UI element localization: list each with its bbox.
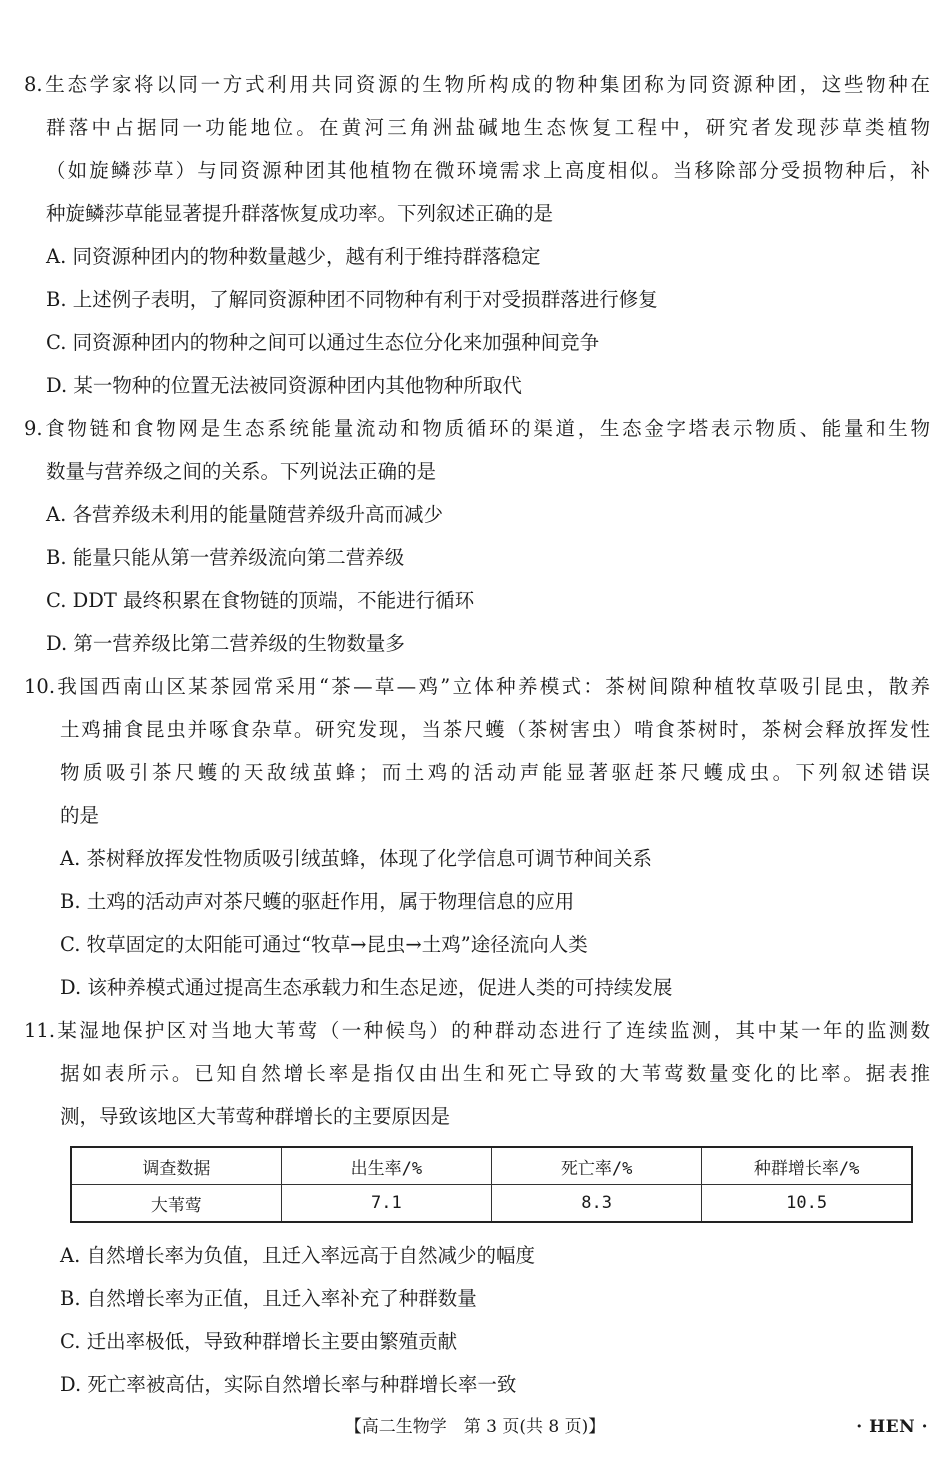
question-8	[24, 63, 930, 407]
q10-option-a: A. 茶树释放挥发性物质吸引绒茧蜂，体现了化学信息可调节种间关系	[60, 847, 652, 870]
q10-stem-line-1: 10.我国西南山区某茶园常采用“茶—草—鸡”立体种养模式：茶树间隙种植牧草吸引昆虫，散养	[24, 675, 930, 698]
q11-stem-line-3: 测，导致该地区大苇莺种群增长的主要原因是	[60, 1105, 451, 1128]
question-10	[24, 665, 930, 1009]
question-11-options	[24, 1234, 930, 1406]
page-footer	[0, 1412, 950, 1442]
q8-option-a: A. 同资源种团内的物种数量越少，越有利于维持群落稳定	[46, 245, 541, 268]
q11-option-b: B. 自然增长率为正值，且迁入率补充了种群数量	[60, 1287, 477, 1310]
q9-stem-line-2: 数量与营养级之间的关系。下列说法正确的是	[46, 460, 437, 483]
question-11	[24, 1009, 930, 1138]
q8-option-b: B. 上述例子表明，了解同资源种团不同物种有利于对受损群落进行修复	[46, 288, 658, 311]
table-cell: 8.3	[492, 1185, 702, 1223]
q10-option-c: C. 牧草固定的太阳能可通过“牧草→昆虫→土鸡”途径流向人类	[60, 933, 588, 956]
q8-stem-line-2: 群落中占据同一功能地位。在黄河三角洲盐碱地生态恢复工程中，研究者发现莎草类植物	[46, 116, 930, 139]
footer-code: · HEN ·	[856, 1417, 928, 1437]
q8-stem-line-4: 种旋鳞莎草能显著提升群落恢复成功率。下列叙述正确的是	[46, 202, 554, 225]
q11-stem-line-1: 11.某湿地保护区对当地大苇莺（一种候鸟）的种群动态进行了连续监测，其中某一年的监测数	[24, 1019, 930, 1042]
q9-stem-line-1: 9.食物链和食物网是生态系统能量流动和物质循环的渠道，生态金字塔表示物质、能量和生物	[24, 417, 930, 440]
table-cell: 10.5	[702, 1185, 912, 1223]
q11-stem-line-2: 据如表所示。已知自然增长率是指仅由出生和死亡导致的大苇莺数量变化的比率。据表推	[60, 1062, 930, 1085]
q10-stem-line-2: 土鸡捕食昆虫并啄食杂草。研究发现，当茶尺蠖（茶树害虫）啃食茶树时，茶树会释放挥发性	[60, 718, 930, 741]
q8-stem-line-3: （如旋鳞莎草）与同资源种团其他植物在微环境需求上高度相似。当移除部分受损物种后，补	[46, 159, 930, 182]
table-header-cell: 种群增长率/%	[702, 1147, 912, 1185]
q8-option-d: D. 某一物种的位置无法被同资源种团内其他物种所取代	[46, 374, 522, 397]
q9-option-b: B. 能量只能从第一营养级流向第二营养级	[46, 546, 405, 569]
q9-option-c: C. DDT 最终积累在食物链的顶端，不能进行循环	[46, 589, 475, 612]
table-header-cell: 调查数据	[71, 1147, 281, 1185]
q10-stem-line-3: 物质吸引茶尺蠖的天敌绒茧蜂；而土鸡的活动声能显著驱赶茶尺蠖成虫。下列叙述错误	[60, 761, 930, 784]
table-cell: 大苇莺	[71, 1185, 281, 1223]
q11-option-c: C. 迁出率极低，导致种群增长主要由繁殖贡献	[60, 1330, 458, 1353]
q10-option-b: B. 土鸡的活动声对茶尺蠖的驱赶作用，属于物理信息的应用	[60, 890, 575, 913]
table-cell: 7.1	[281, 1185, 491, 1223]
q8-option-c: C. 同资源种团内的物种之间可以通过生态位分化来加强种间竞争	[46, 331, 600, 354]
table-row	[71, 1185, 912, 1223]
q11-option-d: D. 死亡率被高估，实际自然增长率与种群增长率一致	[60, 1373, 517, 1396]
q8-stem-line-1: 8.生态学家将以同一方式利用共同资源的生物所构成的物种集团称为同资源种团，这些物种在	[24, 73, 930, 96]
table-header-cell: 出生率/%	[281, 1147, 491, 1185]
q9-option-a: A. 各营养级未利用的能量随营养级升高而减少	[46, 503, 443, 526]
question-9	[24, 407, 930, 665]
q9-option-d: D. 第一营养级比第二营养级的生物数量多	[46, 632, 405, 655]
table-header-cell: 死亡率/%	[492, 1147, 702, 1185]
table-header-row	[71, 1147, 912, 1185]
q10-stem-line-4: 的是	[60, 804, 100, 827]
q11-option-a: A. 自然增长率为负值，且迁入率远高于自然减少的幅度	[60, 1244, 535, 1267]
q10-option-d: D. 该种养模式通过提高生态承载力和生态足迹，促进人类的可持续发展	[60, 976, 673, 999]
survey-data-table	[70, 1146, 913, 1223]
footer-page-info: 【高二生物学 第 3 页(共 8 页)】	[344, 1417, 606, 1437]
